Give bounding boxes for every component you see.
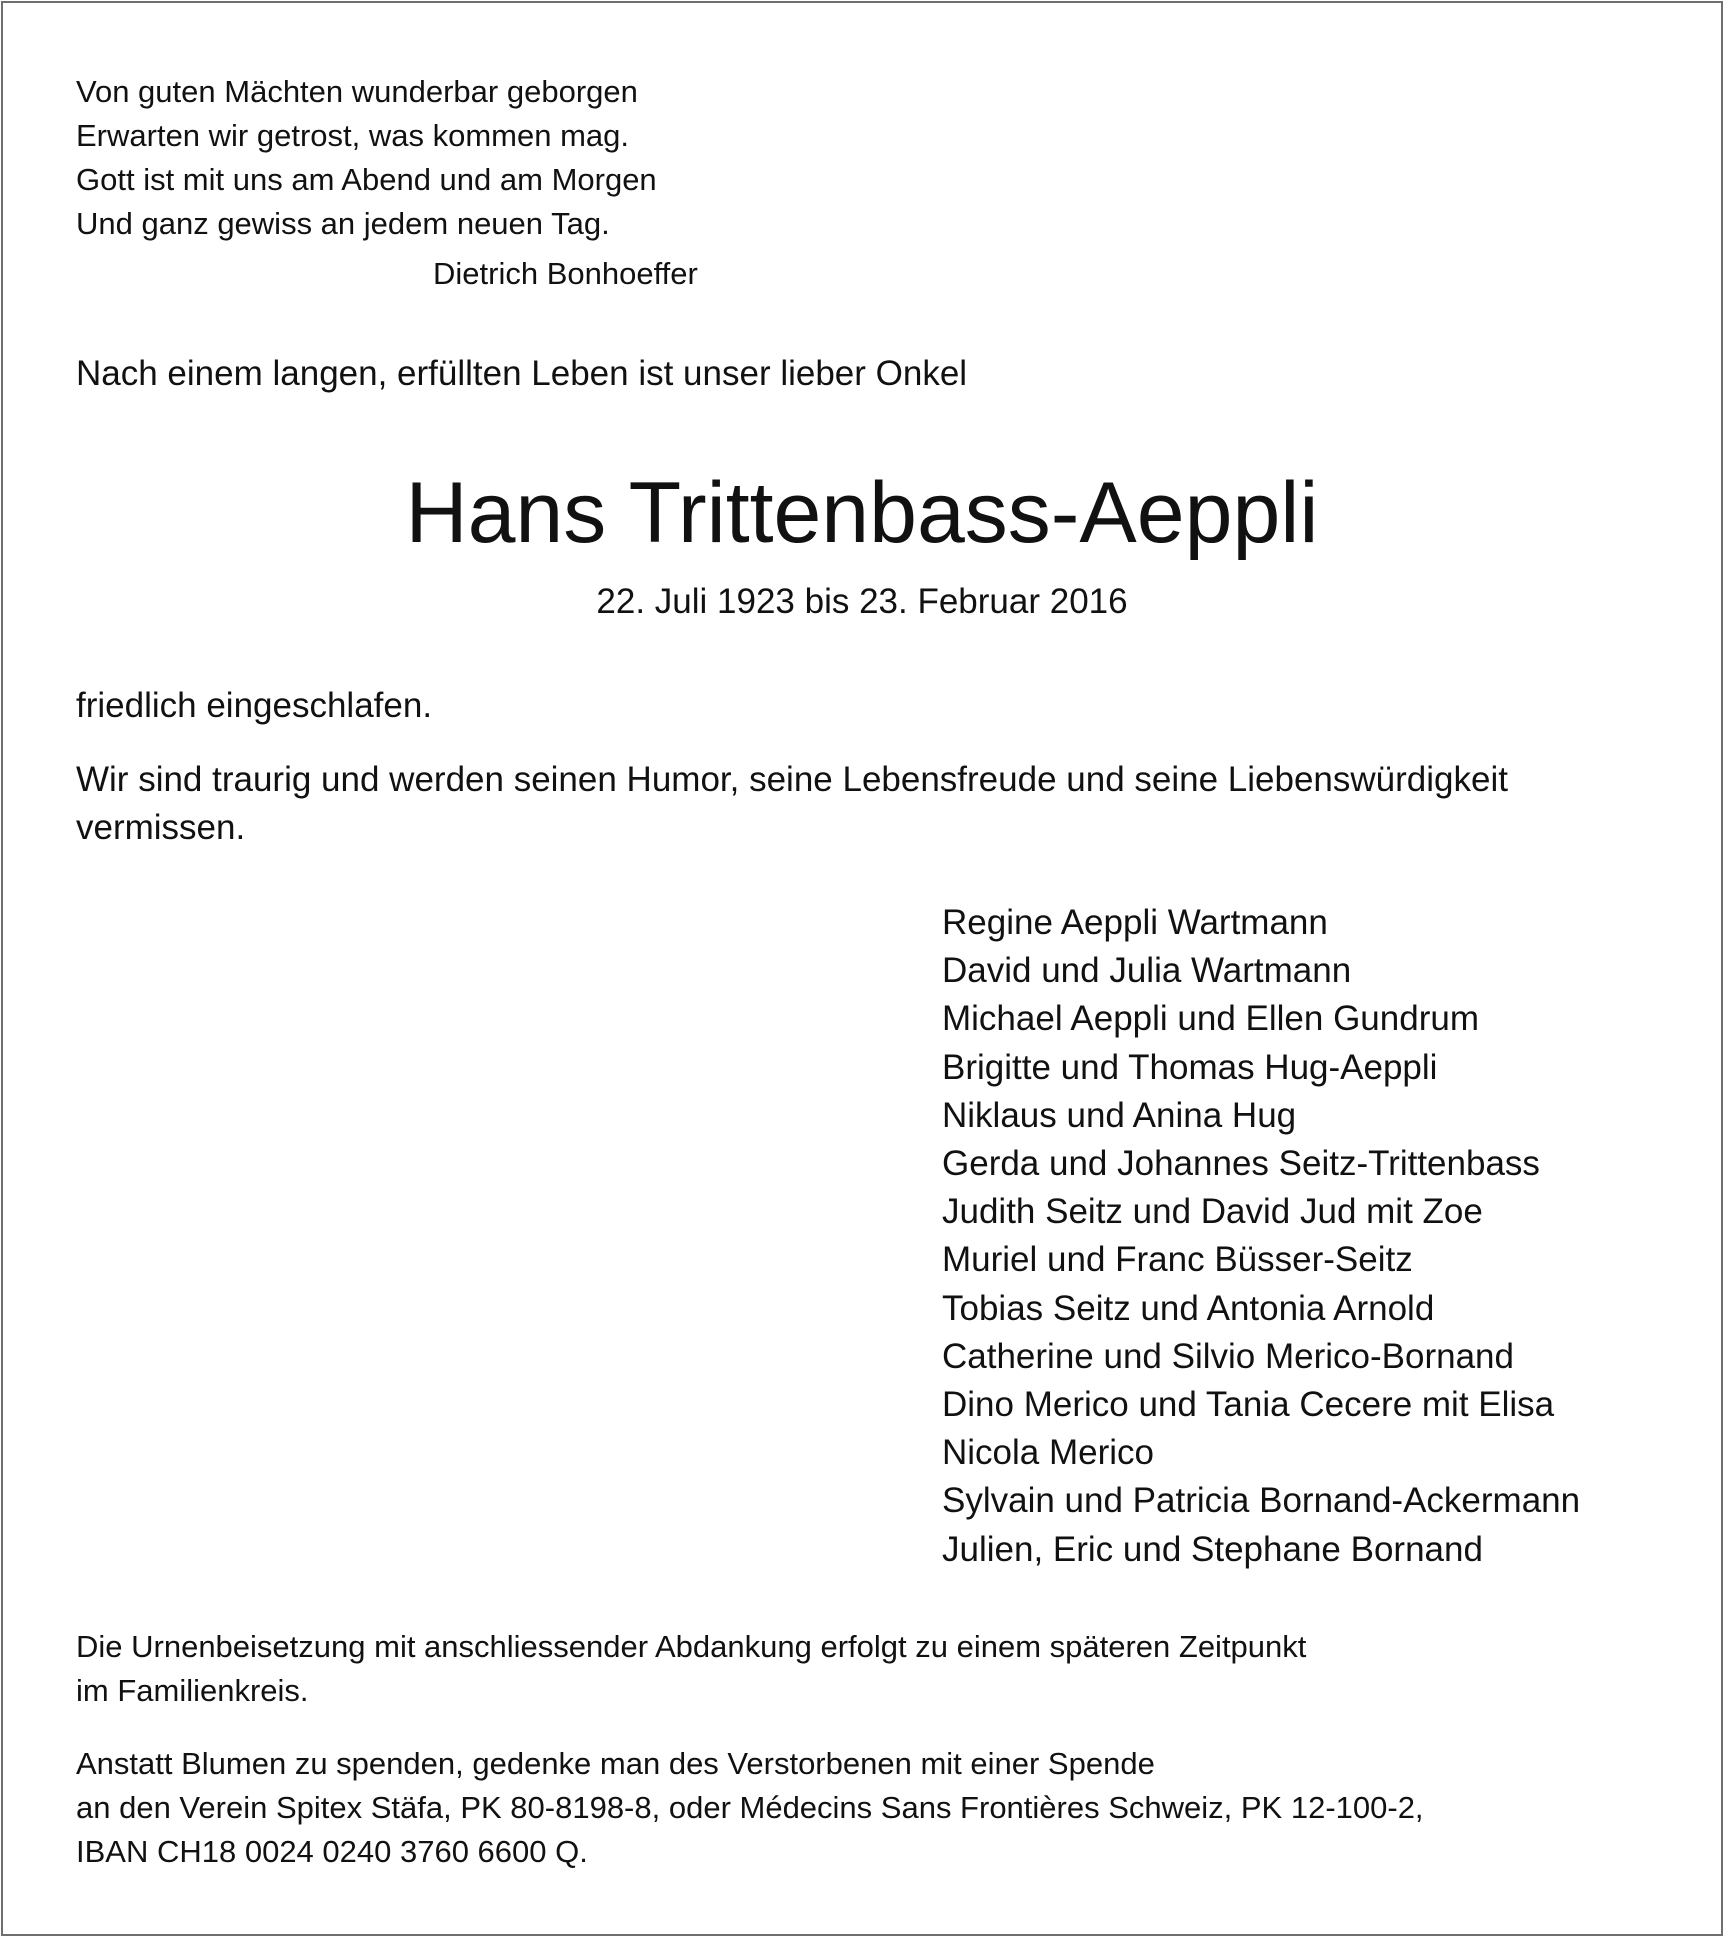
mourner-entry: Muriel und Franc Büsser-Seitz bbox=[942, 1240, 1413, 1280]
poem-line: Und ganz gewiss an jedem neuen Tag. bbox=[76, 206, 610, 241]
donation-notice bbox=[76, 1742, 1424, 1874]
mourner-entry: Dino Merico und Tania Cecere mit Elisa bbox=[942, 1385, 1555, 1425]
poem-line: Von guten Mächten wunderbar geborgen bbox=[76, 74, 638, 109]
mourners-list bbox=[942, 899, 1580, 1574]
mourner-entry: Julien, Eric und Stephane Bornand bbox=[942, 1529, 1483, 1569]
sorrow-text bbox=[76, 756, 1676, 852]
donation-line: IBAN CH18 0024 0240 3760 6600 Q. bbox=[76, 1834, 588, 1869]
life-dates: 22. Juli 1923 bis 23. Februar 2016 bbox=[596, 582, 1128, 621]
mourner-entry: Sylvain und Patricia Bornand-Ackermann bbox=[942, 1481, 1581, 1521]
mourner-entry: Catherine und Silvio Merico-Bornand bbox=[942, 1336, 1514, 1376]
burial-notice bbox=[76, 1625, 1306, 1713]
donation-line: Anstatt Blumen zu spenden, gedenke man des Verstorbenen mit einer Spende bbox=[76, 1746, 1155, 1781]
mourner-entry: Brigitte und Thomas Hug-Aeppli bbox=[942, 1047, 1438, 1087]
mourner-entry: Michael Aeppli und Ellen Gundrum bbox=[942, 999, 1479, 1039]
burial-line: im Familienkreis. bbox=[76, 1673, 309, 1708]
mourner-entry: Judith Seitz und David Jud mit Zoe bbox=[942, 1192, 1483, 1232]
poem-line: Erwarten wir getrost, was kommen mag. bbox=[76, 118, 630, 153]
mourner-entry: Niklaus und Anina Hug bbox=[942, 1095, 1297, 1135]
deceased-name: Hans Trittenbass-Aeppli bbox=[405, 465, 1319, 561]
mourner-entry: Tobias Seitz und Antonia Arnold bbox=[942, 1288, 1435, 1328]
mourner-entry: David und Julia Wartmann bbox=[942, 951, 1352, 991]
burial-line: Die Urnenbeisetzung mit anschliessender Abdankung erfolgt zu einem späteren Zeitpunkt bbox=[76, 1629, 1307, 1664]
mourner-entry: Nicola Merico bbox=[942, 1433, 1154, 1473]
mourner-entry: Regine Aeppli Wartmann bbox=[942, 903, 1328, 942]
intro-text: Nach einem langen, erfüllten Leben ist unser lieber Onkel bbox=[76, 354, 968, 393]
poem-line: Gott ist mit uns am Abend und am Morgen bbox=[76, 162, 657, 197]
passed-text: friedlich eingeschlafen. bbox=[76, 686, 433, 725]
poem-author: Dietrich Bonhoeffer bbox=[433, 256, 698, 291]
mourner-entry: Gerda und Johannes Seitz-Trittenbass bbox=[942, 1144, 1540, 1184]
sorrow-line: vermissen. bbox=[76, 808, 246, 847]
sorrow-line: Wir sind traurig und werden seinen Humor, seine Lebensfreude und seine Liebenswürdigkeit bbox=[76, 760, 1508, 799]
poem bbox=[76, 70, 657, 246]
donation-line: an den Verein Spitex Stäfa, PK 80-8198-8, oder Médecins Sans Frontières Schweiz, PK 12-100-2, bbox=[76, 1790, 1424, 1825]
